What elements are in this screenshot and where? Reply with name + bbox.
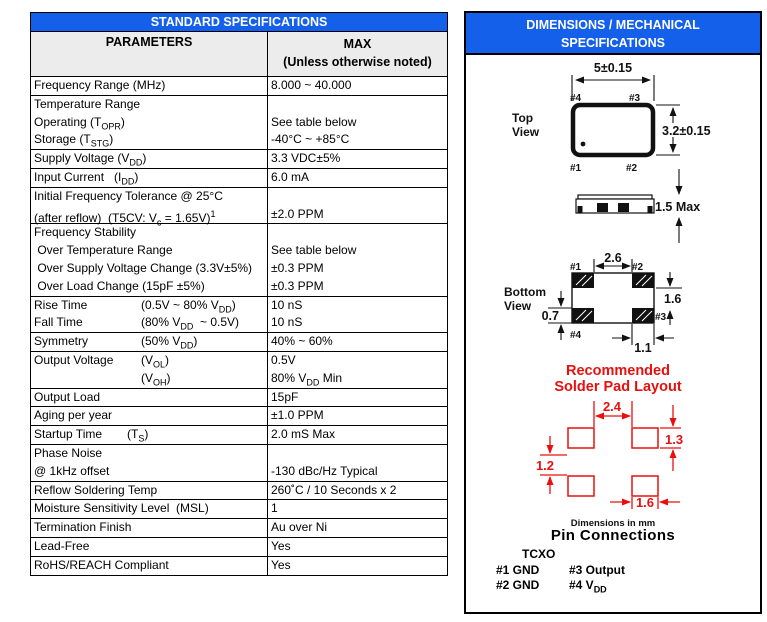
parameter-line: Operating $(T_{OPR})$ [34, 114, 125, 131]
parameter-cell [31, 352, 268, 388]
pin-connection-entry: #2 GND [496, 578, 540, 592]
top-view-width-dim: 5±0.15 [593, 61, 633, 75]
parameter-line: Symmetry (50% $V_{DD}$) [34, 334, 198, 351]
table-row [31, 188, 447, 225]
solder-pad-tl [568, 428, 594, 448]
bottom-view-label-line2: View [504, 299, 532, 313]
parameter-cell [31, 333, 268, 351]
max-value-line: ±0.3 PPM [271, 278, 324, 293]
mechanical-drawing [466, 55, 760, 527]
bottom-view-label-line1: Bottom [504, 285, 546, 299]
parameter-line: (after reflow) (T5CV: $V_c = 1.65V)^1$ [34, 208, 216, 227]
panel-title-line1: DIMENSIONS / MECHANICAL [526, 18, 700, 32]
table-header-row [31, 32, 447, 77]
table-row [31, 445, 447, 482]
parameter-cell [31, 557, 268, 575]
col-header-max-line1: MAX [343, 37, 372, 51]
dimensions-panel [464, 11, 762, 614]
pin-connection-entry: #3 Output [569, 563, 625, 577]
pin-connection-entry: #1 GND [496, 563, 540, 577]
max-value-line: Au over Ni [271, 520, 328, 535]
parameter-line: Output Load [34, 389, 101, 404]
parameter-cell [31, 188, 268, 227]
parameter-cell [31, 426, 268, 444]
max-value-cell [268, 426, 447, 444]
solder-pad-bl [568, 476, 594, 496]
max-value-cell [268, 407, 447, 425]
parameter-cell [31, 224, 268, 295]
parameter-cell [31, 407, 268, 425]
table-row [31, 482, 447, 501]
parameter-cell [31, 389, 268, 407]
parameter-line: Input Current $(I_{DD})$ [34, 169, 139, 187]
max-value-line: 10 nS [271, 315, 303, 330]
pin-connection-row [496, 563, 760, 578]
top-view-pin-tl: #4 [570, 93, 582, 104]
bottom-view-pin-tl: #1 [570, 262, 582, 273]
table-title: STANDARD SPECIFICATIONS [31, 13, 447, 32]
max-value-cell [268, 445, 447, 481]
panel-title-line2: SPECIFICATIONS [561, 36, 665, 50]
pin-connections [466, 527, 760, 597]
max-value-cell [268, 96, 447, 149]
table-row [31, 150, 447, 169]
top-view-pin-br: #2 [626, 163, 638, 174]
max-value-cell [268, 500, 447, 518]
table-rows [31, 77, 447, 575]
max-value-line [271, 96, 447, 114]
table-row [31, 352, 447, 389]
parameter-cell [31, 169, 268, 187]
solder-pad-dim-top: 2.4 [602, 399, 622, 414]
max-value-line: See table below [271, 243, 357, 258]
parameter-line: @ 1kHz offset [34, 463, 110, 478]
bottom-view-pin-bl: #4 [570, 330, 582, 341]
parameter-line: Moisture Sensitivity Level (MSL) [34, 501, 209, 516]
solder-pad-dim-bottom: 1.6 [635, 495, 655, 510]
parameter-cell [31, 500, 268, 518]
table-row [31, 333, 447, 352]
parameter-line: Initial Frequency Tolerance @ 25°C [34, 188, 223, 203]
max-value-cell [268, 224, 447, 295]
bottom-view-dim-right: 1.6 [664, 292, 682, 306]
top-view-pin-bl: #1 [570, 163, 582, 174]
parameter-line: Reflow Soldering Temp [34, 482, 158, 497]
parameter-line: Termination Finish [34, 520, 132, 535]
table-row [31, 224, 447, 296]
max-value-line: ±2.0 PPM [271, 206, 324, 221]
table-row [31, 519, 447, 538]
parameter-cell [31, 482, 268, 500]
table-row [31, 297, 447, 334]
max-value-line: 10 nS [271, 297, 303, 312]
col-header-parameters: PARAMETERS [31, 32, 268, 76]
max-value-cell [268, 482, 447, 500]
bottom-view-dim-left: 0.7 [541, 309, 559, 323]
bottom-view-dim-bottom: 1.1 [634, 341, 652, 355]
max-value-cell [268, 538, 447, 556]
parameter-cell [31, 445, 268, 481]
max-value-cell [268, 519, 447, 537]
standard-specifications-table [30, 12, 448, 576]
max-value-cell [268, 333, 447, 351]
solder-pad-dim-left: 1.2 [535, 458, 555, 473]
pin-connections-entries [466, 563, 760, 597]
max-value-line: ±1.0 PPM [271, 408, 324, 423]
pin1-marker-dot [581, 142, 586, 147]
table-row [31, 538, 447, 557]
col-header-max [268, 32, 447, 76]
parameter-cell [31, 538, 268, 556]
parameter-line: Storage $(T_{STG})$ [34, 132, 114, 149]
parameter-line: Frequency Range (MHz) [34, 78, 166, 92]
table-row [31, 389, 447, 408]
parameter-line: Aging per year [34, 408, 113, 423]
max-value-line: 15pF [271, 389, 299, 404]
side-view-height-dim: 1.5 Max [655, 200, 701, 214]
parameter-line: Fall Time (80% $V_{DD}$ ~ 0.5V) [34, 315, 240, 332]
max-value-cell [268, 188, 447, 224]
bottom-view-pin-tr: #2 [632, 262, 644, 273]
max-value-cell [268, 77, 447, 95]
parameter-line: Over Load Change (15pF ±5%) [34, 278, 205, 293]
max-value-cell [268, 352, 447, 388]
max-value-cell [268, 557, 447, 575]
max-value-line [271, 188, 447, 206]
parameter-line: RoHS/REACH Compliant [34, 557, 169, 572]
top-view-label-line2: View [512, 125, 540, 139]
max-value-line: 260˚C / 10 Seconds x 2 [271, 482, 397, 497]
max-value-line [271, 224, 447, 242]
parameter-line: Over Supply Voltage Change (3.3V±5%) [34, 260, 253, 275]
side-view-lid [578, 195, 652, 199]
table-row [31, 407, 447, 426]
max-value-line: 0.5V [271, 352, 296, 367]
max-value-line: 2.0 mS Max [271, 427, 336, 442]
parameter-cell [31, 297, 268, 333]
parameter-cell [31, 150, 268, 168]
bottom-view-pin-br: #3 [655, 312, 667, 323]
parameter-cell [31, 519, 268, 537]
max-value-line: 8.000 ~ 40.000 [271, 78, 352, 92]
parameter-line: Rise Time (0.5V ~ 80% $V_{DD}$) [34, 297, 236, 314]
panel-title [466, 13, 760, 55]
pin-connection-row [496, 578, 760, 597]
pin-connection-entry: #4 $V_{DD}$ [569, 578, 607, 595]
top-view-package-outline [573, 105, 653, 155]
max-value-line: See table below [271, 114, 357, 129]
parameter-line: $(V_{OH})$ [141, 370, 171, 388]
parameter-line: Output Voltage $(V_{OL})$ [34, 352, 170, 370]
max-value-line: ±0.3 PPM [271, 260, 324, 275]
parameter-line: Startup Time $(T_S)$ [34, 427, 149, 444]
max-value-line: 80% $V_{DD}$ Min [271, 370, 343, 388]
max-value-line: Yes [271, 557, 291, 572]
max-value-cell [268, 297, 447, 333]
parameter-line: Frequency Stability [34, 225, 137, 240]
table-row [31, 96, 447, 150]
bottom-view-dim-top: 2.6 [604, 251, 622, 265]
max-value-line: 6.0 mA [271, 169, 310, 184]
top-view-height-dim: 3.2±0.15 [662, 124, 711, 138]
max-value-cell [268, 169, 447, 187]
table-row [31, 557, 447, 575]
parameter-line: Over Temperature Range [34, 243, 173, 258]
parameter-line: Lead-Free [34, 538, 90, 553]
max-value-line [271, 445, 447, 463]
parameter-line: Supply Voltage $(V_{DD})$ [34, 151, 147, 168]
table-row [31, 500, 447, 519]
parameter-line: Phase Noise [34, 445, 103, 460]
solder-pad-tr [632, 428, 658, 448]
max-value-line: -40°C ~ +85°C [271, 132, 350, 147]
pin-connections-title: Pin Connections [550, 527, 676, 544]
max-value-line: 3.3 VDC±5% [271, 151, 341, 166]
top-view-label-line1: Top [512, 111, 534, 125]
col-header-max-line2: (Unless otherwise noted) [283, 55, 432, 69]
parameter-cell [31, 77, 268, 95]
solder-pad-dim-right: 1.3 [665, 432, 684, 447]
solder-pad-title-line1: Recommended [566, 363, 670, 379]
top-view-pin-tr: #3 [629, 93, 641, 104]
solder-pad-br [632, 476, 658, 496]
parameter-line: Temperature Range [34, 96, 141, 111]
table-row [31, 426, 447, 445]
parameter-cell [31, 96, 268, 149]
table-row [31, 77, 447, 96]
max-value-line: 40% ~ 60% [271, 334, 333, 349]
max-value-line: 1 [271, 501, 278, 516]
max-value-cell [268, 150, 447, 168]
max-value-line: -130 dBc/Hz Typical [271, 463, 378, 478]
pin-connections-subtitle: TCXO [522, 547, 556, 561]
max-value-line: Yes [271, 538, 291, 553]
side-view-body [576, 199, 654, 213]
max-value-cell [268, 389, 447, 407]
dimensions-note: Dimensions in mm [570, 518, 656, 527]
table-row [31, 169, 447, 188]
solder-pad-title-line2: Solder Pad Layout [554, 379, 682, 395]
